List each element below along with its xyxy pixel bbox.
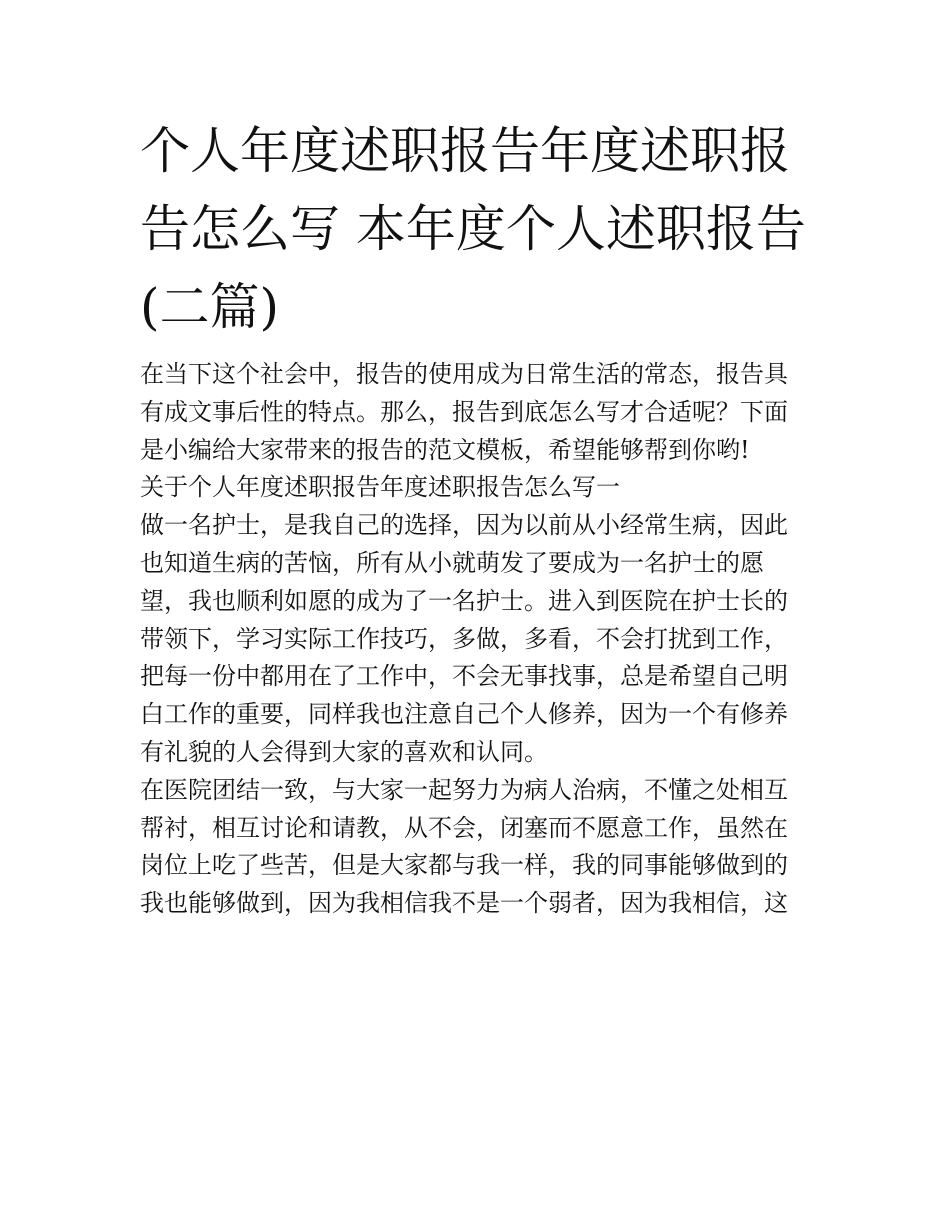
body-line: 在当下这个社会中，报告的使用成为日常生活的常态，报告具 bbox=[140, 360, 788, 388]
body-line: 是小编给大家带来的报告的范文模板，希望能够帮到你哟! bbox=[140, 435, 750, 464]
body-line: 望，我也顺利如愿的成为了一名护士。进入到医院在护士长的 bbox=[140, 586, 788, 615]
body-line: 岗位上吃了些苦，但是大家都与我一样，我的同事能够做到的 bbox=[140, 851, 788, 880]
body-line: 做一名护士，是我自己的选择，因为以前从小经常生病，因此 bbox=[140, 511, 788, 540]
body-line: 白工作的重要，同样我也注意自己个人修养，因为一个有修养 bbox=[140, 700, 788, 729]
document-page bbox=[140, 112, 812, 923]
title-line: 个人年度述职报告年度述职报 bbox=[140, 122, 790, 180]
body-line: 也知道生病的苦恼，所有从小就萌发了要成为一名护士的愿 bbox=[140, 548, 764, 577]
body-line: 在医院团结一致，与大家一起努力为病人治病，不懂之处相互 bbox=[140, 775, 788, 804]
body-line: 把每一份中都用在了工作中，不会无事找事，总是希望自己明 bbox=[140, 662, 788, 691]
document-body bbox=[140, 356, 812, 923]
body-line: 有礼貌的人会得到大家的喜欢和认同。 bbox=[140, 737, 548, 766]
body-line: 带领下，学习实际工作技巧，多做，多看，不会打扰到工作， bbox=[140, 624, 788, 653]
document-title bbox=[140, 112, 812, 346]
title-line: (二篇) bbox=[140, 278, 280, 336]
body-line: 有成文事后性的特点。那么，报告到底怎么写才合适呢？下面 bbox=[140, 397, 788, 426]
body-line: 我也能够做到，因为我相信我不是一个弱者，因为我相信，这 bbox=[140, 889, 788, 918]
body-line: 帮衬，相互讨论和请教，从不会，闭塞而不愿意工作，虽然在 bbox=[140, 813, 788, 842]
title-line: 告怎么写 本年度个人述职报告 bbox=[140, 200, 806, 258]
section-heading: 关于个人年度述职报告年度述职报告怎么写一 bbox=[140, 473, 620, 502]
